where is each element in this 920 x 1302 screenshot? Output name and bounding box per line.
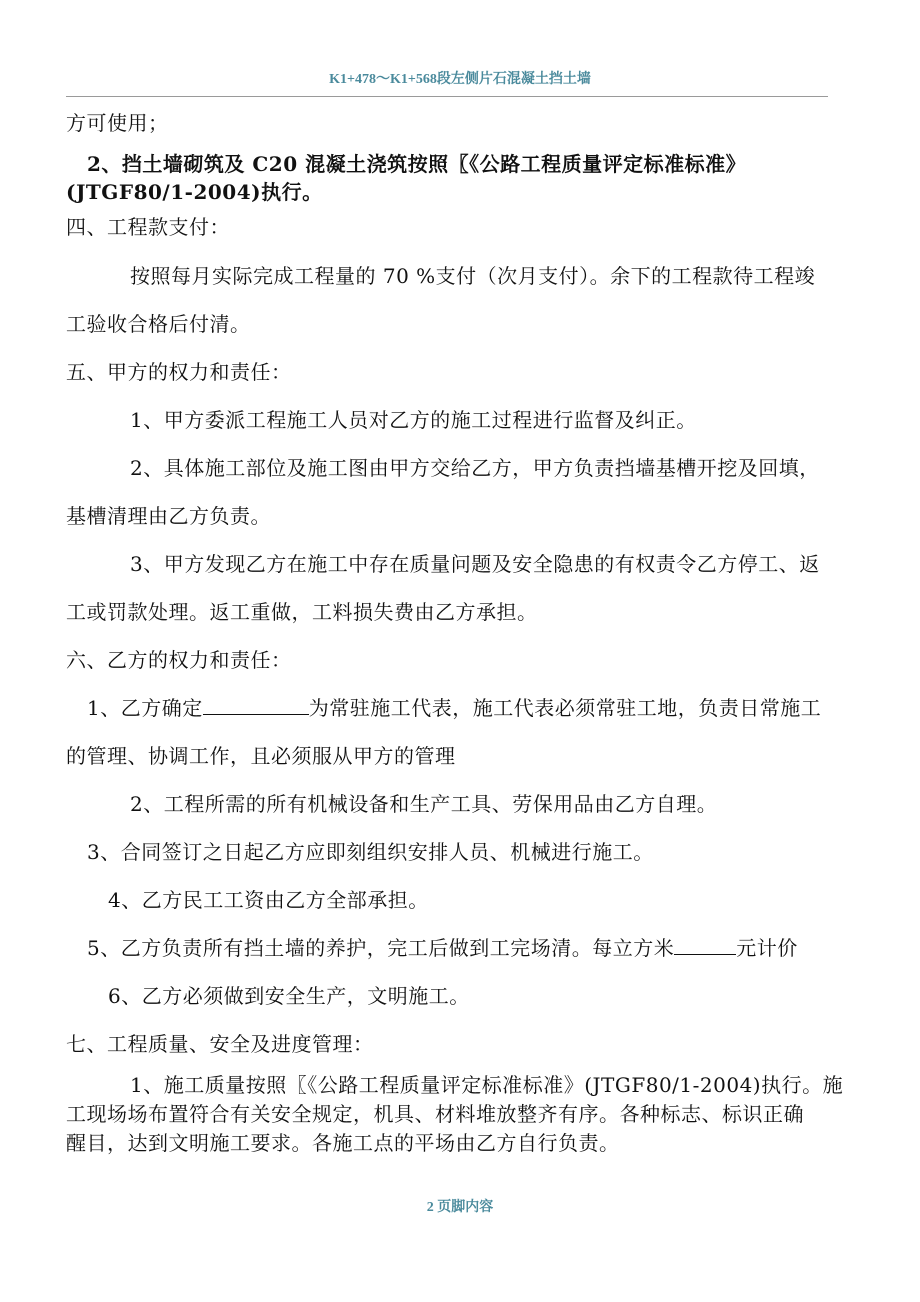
price-blank	[674, 936, 736, 955]
text-segment: 5、乙方负责所有挡土墙的养护，完工后做到工完场清。每立方米	[87, 936, 675, 960]
page-footer: 2 页脚内容	[426, 1200, 494, 1215]
representative-blank	[203, 696, 309, 715]
text-line: 按照每月实际完成工程量的 70 %支付（次月支付）。余下的工程款待工程竣	[130, 264, 816, 288]
text-line: 的管理、协调工作，且必须服从甲方的管理	[66, 744, 456, 768]
text-line: 工或罚款处理。返工重做，工料损失费由乙方承担。	[66, 600, 538, 624]
text-line	[87, 696, 821, 720]
text-line	[87, 936, 798, 960]
text-line: 6、乙方必须做到安全生产，文明施工。	[108, 984, 470, 1008]
text-line: 1、甲方委派工程施工人员对乙方的施工过程进行监督及纠正。	[130, 408, 697, 432]
text-line: 醒目，达到文明施工要求。各施工点的平场由乙方自行负责。	[66, 1131, 620, 1155]
text-line: (JTGF80/1-2004)执行。	[66, 180, 323, 204]
text-segment: 元计价	[736, 936, 798, 960]
header-divider	[66, 96, 828, 97]
text-line: 方可使用；	[66, 111, 169, 135]
text-line: 3、甲方发现乙方在施工中存在质量问题及安全隐患的有权责令乙方停工、返	[130, 552, 820, 576]
section-heading: 六、乙方的权力和责任：	[66, 648, 292, 672]
text-line: 2、工程所需的所有机械设备和生产工具、劳保用品由乙方自理。	[130, 792, 718, 816]
text-segment: 1、乙方确定	[87, 696, 203, 720]
section-heading: 七、工程质量、安全及进度管理：	[66, 1032, 374, 1056]
text-line: 2、挡土墙砌筑及 C20 混凝土浇筑按照〖《公路工程质量评定标准标准》	[87, 152, 747, 176]
text-line: 3、合同签订之日起乙方应即刻组织安排人员、机械进行施工。	[87, 840, 654, 864]
text-line: 2、具体施工部位及施工图由甲方交给乙方，甲方负责挡墙基槽开挖及回填，	[130, 456, 820, 480]
text-line: 1、施工质量按照〖《公路工程质量评定标准标准》(JTGF80/1-2004)执行。施	[130, 1073, 844, 1097]
text-segment: 为常驻施工代表，施工代表必须常驻工地，负责日常施工	[308, 696, 822, 720]
text-line: 基槽清理由乙方负责。	[66, 504, 271, 528]
page-header: K1+478～K1+568段左侧片石混凝土挡土墙	[329, 72, 591, 87]
section-heading: 五、甲方的权力和责任：	[66, 360, 292, 384]
section-heading: 四、工程款支付：	[66, 215, 230, 239]
text-line: 工现场场布置符合有关安全规定，机具、材料堆放整齐有序。各种标志、标识正确	[66, 1102, 804, 1126]
text-line: 4、乙方民工工资由乙方全部承担。	[108, 888, 429, 912]
text-line: 工验收合格后付清。	[66, 312, 251, 336]
